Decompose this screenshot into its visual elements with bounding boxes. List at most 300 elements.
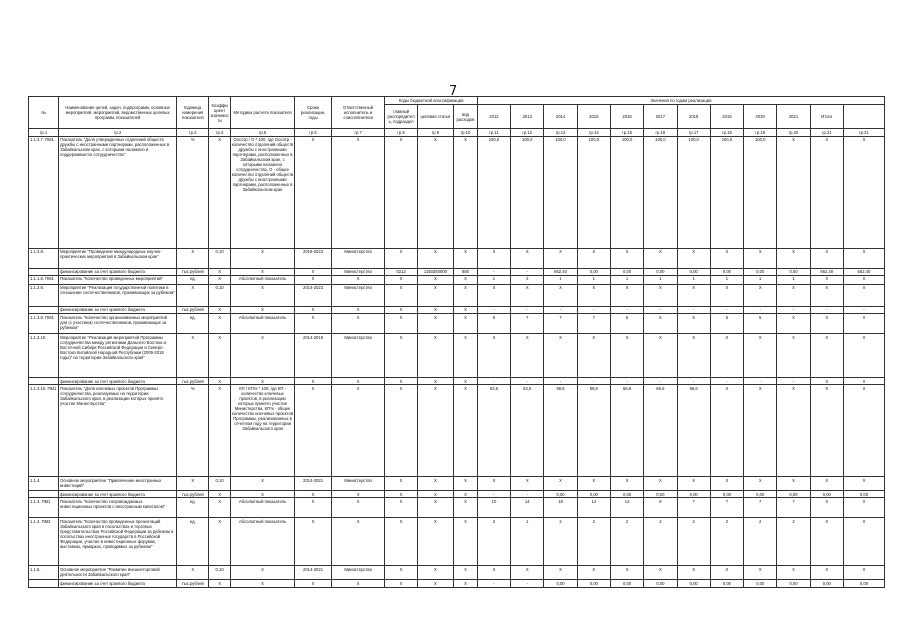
table-cell: X: [810, 275, 843, 284]
table-cell: X: [385, 306, 417, 313]
table-cell: 7: [511, 313, 544, 333]
table-cell: 7: [577, 313, 610, 333]
table-cell: Министерство: [331, 248, 385, 268]
table-body: [29, 129, 885, 587]
table-cell: 100,0: [710, 136, 743, 248]
table-row: [29, 306, 885, 313]
table-cell: 1150360000: [417, 268, 454, 275]
table-cell: тыс.рублей: [177, 491, 209, 498]
table-cell: X: [810, 385, 843, 477]
column-number: гр.15: [610, 129, 643, 136]
table-cell: 63,6: [477, 385, 510, 477]
table-cell: X: [777, 477, 810, 491]
table-cell: X: [417, 477, 454, 491]
table-cell: 2014-2023: [295, 284, 332, 306]
table-cell: X: [454, 313, 478, 333]
table-cell: X: [230, 268, 294, 275]
table-cell: Абсолютный показатель: [230, 313, 294, 333]
column-number: гр.18: [710, 129, 743, 136]
table-cell: -: [644, 306, 677, 313]
table-cell: 7: [710, 498, 743, 518]
row-number-cell: 1.1.5.: [29, 566, 59, 580]
column-number: гр.11: [477, 129, 510, 136]
row-name-cell: финансирование за счет краевого бюджета: [59, 377, 177, 384]
table-cell: X: [810, 498, 843, 518]
row-number-cell: 1.1.4.: [29, 477, 59, 491]
table-cell: X: [544, 248, 577, 268]
table-cell: -: [511, 491, 544, 498]
header-name: Наименование целей, задач, подпрограмм, основных мероприятий, мероприятий, ведомственных целевых программ, показателей: [59, 97, 177, 129]
table-cell: 100,0: [511, 136, 544, 248]
header-year: 2017: [644, 105, 677, 129]
table-cell: X: [385, 284, 417, 306]
table-cell: X: [644, 284, 677, 306]
table-cell: X: [477, 477, 510, 491]
row-number-cell: 1.1.1.8. ПМ1: [29, 275, 59, 284]
row-name-cell: Показатель "Доля ключевых проектов Программы сотрудничества, реализуемых на территории Забайкальского края, в реализации которых принято участие Министерства": [59, 385, 177, 477]
table-cell: 100,0: [644, 136, 677, 248]
table-cell: X: [544, 566, 577, 580]
table-cell: тыс.рублей: [177, 268, 209, 275]
table-cell: X: [511, 566, 544, 580]
table-cell: X: [454, 518, 478, 566]
table-cell: -: [544, 377, 577, 384]
table-cell: X: [417, 518, 454, 566]
table-cell: 0,00: [710, 268, 743, 275]
table-cell: X: [331, 498, 385, 518]
row-name-cell: Показатель "Количество организованных мероприятий для (с участием) соотечественников, проживающих за рубежом": [59, 313, 177, 333]
header-year: 2015: [577, 105, 610, 129]
table-cell: X: [417, 306, 454, 313]
row-name-cell: Показатель "Количество сопровождаемых инвестиционных проектов с иностранным капиталом": [59, 498, 177, 518]
table-cell: X: [477, 566, 510, 580]
table-cell: 0,00: [810, 580, 843, 587]
table-row: [29, 333, 885, 377]
table-cell: 0,00: [744, 491, 777, 498]
table-cell: X: [577, 284, 610, 306]
table-cell: 662,40: [544, 268, 577, 275]
table-cell: X: [511, 477, 544, 491]
row-name-cell: Мероприятие "Реализация государственной политики в отношении соотечественников, проживающих за рубежом": [59, 284, 177, 306]
column-number-row: [29, 129, 885, 136]
table-row: [29, 377, 885, 384]
row-number-cell: [29, 377, 59, 384]
table-cell: X: [177, 248, 209, 268]
table-cell: -: [577, 306, 610, 313]
table-cell: 1: [710, 275, 743, 284]
table-cell: X: [417, 385, 454, 477]
table-cell: X: [417, 333, 454, 377]
table-cell: Оосотр / О * 100, где Оосотр - количество отделений обществ дружбы с иностранными партнерами, расположенных в Забайкальском крае, с которыми налажено сотрудничество, О - общее количество отделений обществ дружбы с иностранными партнерами, расположенных в Забайкальском крае: [230, 136, 294, 248]
table-cell: X: [230, 248, 294, 268]
table-cell: 0213: [385, 268, 417, 275]
table-cell: X: [209, 313, 230, 333]
table-cell: 1: [544, 275, 577, 284]
table-cell: 662,40: [810, 268, 843, 275]
table-cell: -: [610, 377, 643, 384]
table-cell: X: [417, 491, 454, 498]
table-cell: X: [777, 385, 810, 477]
table-cell: 0,00: [710, 491, 743, 498]
table-cell: X: [295, 313, 332, 333]
table-cell: -: [744, 377, 777, 384]
table-cell: X: [843, 136, 884, 248]
table-cell: X: [710, 248, 743, 268]
table-cell: 0,00: [610, 268, 643, 275]
row-number-cell: 1.1.4. ПМ1: [29, 498, 59, 518]
table-cell: ед.: [177, 518, 209, 566]
table-cell: 1: [644, 275, 677, 284]
table-cell: X: [417, 284, 454, 306]
table-cell: X: [230, 377, 294, 384]
table-cell: X: [710, 385, 743, 477]
table-cell: X: [810, 333, 843, 377]
table-cell: X: [843, 313, 884, 333]
table-cell: X: [209, 491, 230, 498]
table-cell: X: [677, 248, 710, 268]
table-cell: 0,00: [544, 580, 577, 587]
table-cell: X: [331, 518, 385, 566]
table-cell: 0,00: [744, 268, 777, 275]
column-number: гр.3: [177, 129, 209, 136]
table-cell: X: [385, 385, 417, 477]
table-cell: 100,0: [577, 136, 610, 248]
table-cell: X: [610, 248, 643, 268]
table-cell: X: [417, 580, 454, 587]
table-cell: X: [385, 377, 417, 384]
table-cell: X: [744, 385, 777, 477]
table-cell: 5: [744, 313, 777, 333]
table-cell: %: [177, 385, 209, 477]
table-cell: ед.: [177, 498, 209, 518]
header-year: 2018: [677, 105, 710, 129]
column-number: гр.4: [209, 129, 230, 136]
row-name-cell: Основное мероприятие "Развитие внешнеторговой деятельности Забайкальского края": [59, 566, 177, 580]
table-cell: Министерство: [331, 566, 385, 580]
table-cell: 0,00: [610, 491, 643, 498]
table-cell: 2: [744, 518, 777, 566]
table-cell: X: [777, 248, 810, 268]
program-table: [28, 96, 885, 588]
header-codes-group: Коды бюджетной классификации: [385, 97, 477, 105]
row-name-cell: Показатель "Количество проведенных мероприятий": [59, 275, 177, 284]
table-cell: X: [843, 385, 884, 477]
table-cell: 100,0: [610, 136, 643, 248]
table-cell: X: [454, 284, 478, 306]
table-row: [29, 268, 885, 275]
table-cell: 0,10: [209, 477, 230, 491]
row-number-cell: 1.1.3.9.: [29, 284, 59, 306]
table-cell: X: [230, 306, 294, 313]
table-cell: 2: [777, 518, 810, 566]
table-cell: 0,00: [777, 580, 810, 587]
table-cell: X: [610, 284, 643, 306]
table-cell: X: [710, 284, 743, 306]
table-cell: 1: [511, 518, 544, 566]
row-name-cell: Показатель "Количество проведенных презентаций Забайкальского края в посольствах и торговых представительствах Российской Федерации за рубежом и посольствах иностранных государств в Российской Федерации, участие в инвестиционных форумах, выставках, ярмарках, проводимых за рубежом": [59, 518, 177, 566]
table-cell: X: [295, 580, 332, 587]
table-cell: X: [843, 477, 884, 491]
table-cell: -: [577, 377, 610, 384]
table-cell: X: [331, 385, 385, 477]
table-cell: 18: [544, 498, 577, 518]
table-cell: Абсолютный показатель: [230, 518, 294, 566]
row-number-cell: 1.1.3.7. ПМ1: [29, 136, 59, 248]
table-cell: X: [544, 284, 577, 306]
table-cell: X: [810, 518, 843, 566]
table-cell: 6: [477, 313, 510, 333]
table-row: [29, 275, 885, 284]
column-number: гр.5: [230, 129, 294, 136]
table-cell: 1: [477, 275, 510, 284]
table-cell: X: [477, 284, 510, 306]
table-cell: X: [331, 377, 385, 384]
table-cell: 8: [644, 498, 677, 518]
column-number: гр.2: [59, 129, 177, 136]
header-unit: Единица измерения показателя: [177, 97, 209, 129]
table-cell: X: [843, 248, 884, 268]
table-cell: X: [209, 268, 230, 275]
table-cell: X: [454, 306, 478, 313]
table-cell: X: [385, 136, 417, 248]
header-values-group: Значения по годам реализации: [477, 97, 884, 105]
table-cell: 100,0: [677, 136, 710, 248]
table-cell: Министерство: [331, 268, 385, 275]
table-cell: X: [843, 275, 884, 284]
table-cell: X: [577, 248, 610, 268]
table-cell: X: [744, 248, 777, 268]
table-cell: X: [744, 333, 777, 377]
table-cell: -: [477, 306, 510, 313]
table-cell: X: [295, 268, 332, 275]
header-year: 2016: [610, 105, 643, 129]
table-cell: X: [777, 566, 810, 580]
table-cell: X: [417, 313, 454, 333]
table-cell: X: [777, 284, 810, 306]
table-cell: X: [777, 313, 810, 333]
header-term: Сроки реализации, годы: [295, 97, 332, 129]
table-cell: X: [331, 491, 385, 498]
row-name-cell: Мероприятие "Проведение международных научно-практических мероприятий в Забайкальском крае": [59, 248, 177, 268]
table-cell: X: [511, 333, 544, 377]
table-cell: X: [454, 477, 478, 491]
header-year: 2020: [744, 105, 777, 129]
table-cell: X: [295, 377, 332, 384]
table-cell: X: [810, 377, 843, 384]
table-cell: X: [454, 566, 478, 580]
table-cell: %: [177, 136, 209, 248]
table-cell: X: [209, 580, 230, 587]
table-cell: X: [843, 566, 884, 580]
table-row: [29, 136, 885, 248]
row-number-cell: 1.1.4. ПМ2: [29, 518, 59, 566]
row-number-cell: [29, 580, 59, 587]
table-cell: Министерство: [331, 477, 385, 491]
table-cell: 0,00: [577, 580, 610, 587]
table-cell: 2: [677, 518, 710, 566]
table-row: [29, 284, 885, 306]
table-cell: 5: [710, 313, 743, 333]
table-cell: 100,0: [477, 136, 510, 248]
table-cell: 0,00: [644, 491, 677, 498]
table-cell: X: [677, 333, 710, 377]
table-cell: -: [777, 377, 810, 384]
row-number-cell: 1.1.3.8.: [29, 248, 59, 268]
table-cell: 14: [577, 498, 610, 518]
table-cell: X: [454, 491, 478, 498]
table-cell: 100,0: [544, 136, 577, 248]
column-number: гр.14: [577, 129, 610, 136]
table-cell: -: [710, 377, 743, 384]
table-cell: X: [385, 491, 417, 498]
table-cell: 0,00: [677, 268, 710, 275]
table-cell: ед.: [177, 313, 209, 333]
table-cell: X: [209, 275, 230, 284]
table-cell: X: [209, 136, 230, 248]
table-cell: X: [710, 333, 743, 377]
column-number: гр.13: [544, 129, 577, 136]
table-cell: X: [810, 477, 843, 491]
table-cell: -: [710, 306, 743, 313]
table-cell: X: [331, 306, 385, 313]
table-cell: X: [677, 477, 710, 491]
table-cell: 5: [610, 313, 643, 333]
table-cell: X: [454, 377, 478, 384]
table-cell: X: [644, 248, 677, 268]
table-cell: X: [610, 333, 643, 377]
table-cell: X: [511, 248, 544, 268]
table-cell: X: [209, 306, 230, 313]
table-cell: X: [209, 333, 230, 377]
table-cell: -: [644, 377, 677, 384]
table-row: [29, 477, 885, 491]
table-cell: X: [295, 306, 332, 313]
table-cell: 662,40: [843, 268, 884, 275]
table-cell: X: [810, 313, 843, 333]
table-cell: 0,00: [610, 580, 643, 587]
table-cell: -: [744, 306, 777, 313]
header-code: целевая статья: [417, 105, 454, 129]
table-cell: X: [177, 333, 209, 377]
table-cell: X: [810, 248, 843, 268]
table-cell: X: [477, 248, 510, 268]
table-cell: 0,00: [810, 491, 843, 498]
table-cell: X: [385, 580, 417, 587]
column-number: гр.21: [843, 129, 884, 136]
column-number: гр.8: [385, 129, 417, 136]
row-number-cell: 1.1.3.10.: [29, 333, 59, 377]
table-cell: X: [385, 248, 417, 268]
table-cell: X: [511, 284, 544, 306]
table-cell: X: [209, 385, 230, 477]
table-cell: 66,6: [644, 385, 677, 477]
table-cell: 0,00: [777, 268, 810, 275]
table-cell: -: [677, 306, 710, 313]
table-cell: 0,00: [644, 268, 677, 275]
table-cell: X: [777, 136, 810, 248]
table-cell: X: [331, 580, 385, 587]
header-year: 2019: [710, 105, 743, 129]
table-cell: 5: [644, 313, 677, 333]
table-cell: -: [477, 268, 510, 275]
row-name-cell: Показатель "Доля утвержденных отделений обществ дружбы с иностранными партнерами, расположенных в Забайкальском крае, с которыми налажено и поддерживается сотрудничество": [59, 136, 177, 248]
table-row: [29, 248, 885, 268]
table-cell: X: [843, 377, 884, 384]
table-cell: X: [744, 477, 777, 491]
table-cell: X: [644, 477, 677, 491]
table-cell: 5: [677, 313, 710, 333]
table-cell: X: [230, 333, 294, 377]
table-cell: 0,00: [577, 491, 610, 498]
header-no: №: [29, 97, 59, 129]
header-year: 2013: [511, 105, 544, 129]
table-cell: X: [230, 491, 294, 498]
table-cell: X: [677, 566, 710, 580]
table-cell: X: [644, 566, 677, 580]
table-cell: -: [777, 306, 810, 313]
table-cell: 0,00: [677, 491, 710, 498]
row-number-cell: [29, 306, 59, 313]
table-cell: Абсолютный показатель: [230, 275, 294, 284]
table-cell: Министерство: [331, 284, 385, 306]
table-cell: X: [417, 275, 454, 284]
table-cell: X: [385, 275, 417, 284]
table-cell: X: [777, 333, 810, 377]
table-cell: X: [209, 518, 230, 566]
table-cell: X: [177, 284, 209, 306]
table-cell: X: [577, 566, 610, 580]
table-cell: -: [511, 306, 544, 313]
table-cell: X: [843, 333, 884, 377]
table-cell: 0,10: [209, 248, 230, 268]
table-cell: 2: [710, 518, 743, 566]
header-year: 2012: [477, 105, 510, 129]
table-cell: 10: [477, 498, 510, 518]
table-cell: X: [417, 566, 454, 580]
table-cell: 0,00: [843, 580, 884, 587]
table-cell: X: [454, 580, 478, 587]
column-number: гр.1: [29, 129, 59, 136]
table-cell: X: [417, 498, 454, 518]
table-cell: X: [177, 477, 209, 491]
table-cell: X: [710, 566, 743, 580]
table-cell: X: [843, 498, 884, 518]
table-cell: -: [511, 377, 544, 384]
row-name-cell: Основное мероприятие "Привлечение иностранных инвестиций": [59, 477, 177, 491]
table-cell: -: [511, 268, 544, 275]
table-cell: X: [209, 498, 230, 518]
header-year: [843, 105, 884, 129]
table-cell: 66,6: [577, 385, 610, 477]
table-cell: X: [644, 333, 677, 377]
table-cell: X: [810, 284, 843, 306]
table-cell: 14: [511, 498, 544, 518]
table-cell: 0,10: [209, 566, 230, 580]
table-cell: 2: [511, 275, 544, 284]
column-number: гр.20: [777, 129, 810, 136]
table-cell: X: [230, 477, 294, 491]
table-cell: -: [477, 377, 510, 384]
table-row: [29, 566, 885, 580]
table-cell: X: [331, 313, 385, 333]
table-cell: X: [230, 566, 294, 580]
table-cell: X: [710, 477, 743, 491]
row-number-cell: [29, 491, 59, 498]
table-cell: 0,00: [577, 268, 610, 275]
table-header: [29, 97, 885, 129]
row-number-cell: 1.1.3.9. ПМ1: [29, 313, 59, 333]
table-cell: 7: [677, 498, 710, 518]
